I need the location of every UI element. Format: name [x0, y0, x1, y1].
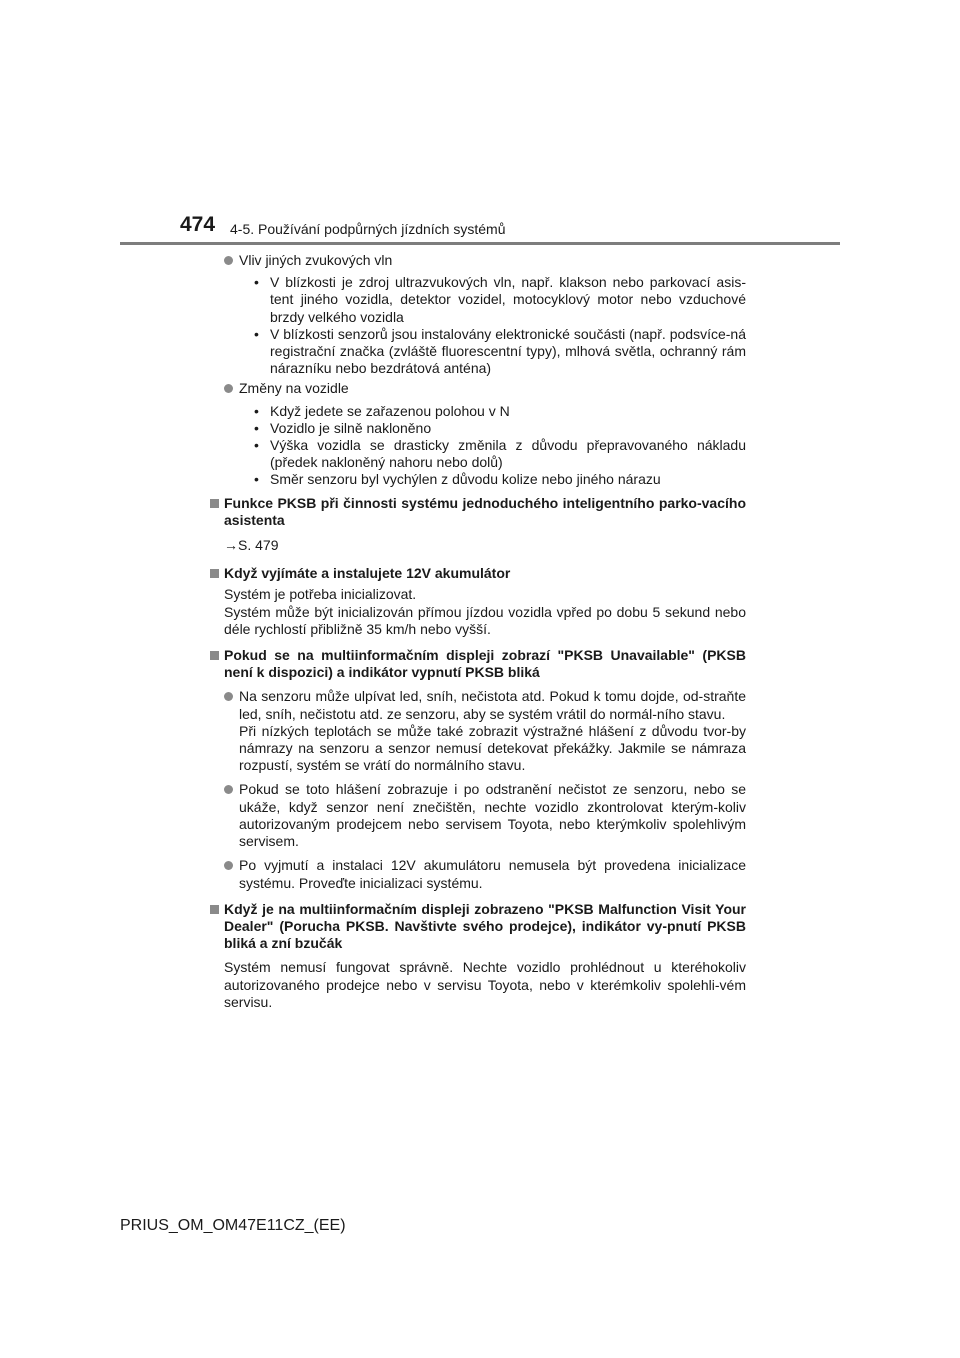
section-heading-pksb-unavailable: Pokud se na multiinformačním displeji zobrazí "PKSB Unavailable" (PKSB není k dispozici) a indikátor vypnutí PKSB bliká: [210, 647, 746, 681]
paragraph: Systém může být inicializován přímou jízdou vozidla vpřed po dobu 5 sekund nebo déle rychlostí přibližně 35 km/h nebo vyšší.: [224, 603, 746, 637]
list-item: • Když jedete se zařazenou polohou v N: [254, 403, 746, 420]
paragraph: Pokud se toto hlášení zobrazuje i po odstranění nečistot ze senzoru, nebo se ukáže, když senzor není znečištěn, nechte vozidlo zkontrolovat kterým-koliv autorizovaným prodejcem nebo servisem Toyota, nebo kterýmkoliv spolehlivým servisem.: [239, 781, 746, 850]
circle-item-other-sound-waves: Vliv jiných zvukových vln: [210, 252, 746, 269]
header-divider: [120, 242, 840, 245]
section-heading-12v-battery: Když vyjímáte a instalujete 12V akumulátor: [210, 565, 746, 582]
list-item: • Vozidlo je silně nakloněno: [254, 420, 746, 437]
list-item: • V blízkosti senzorů jsou instalovány elektronické součásti (např. podsvíce-ná registrační značka (zvláště fluorescentní typy), mlhová světla, ochranný rám nárazníku nebo bezdrátová anténa): [254, 326, 746, 378]
document-code: PRIUS_OM_OM47E11CZ_(EE): [120, 1217, 346, 1234]
section-heading-pksb-malfunction: Když je na multiinformačním displeji zobrazeno "PKSB Malfunction Visit Your Dealer" (Porucha PKSB. Navštivte svého prodejce), indikátor vy-pnutí PKSB bliká a zní bzučák: [210, 901, 746, 953]
list-item: • V blízkosti je zdroj ultrazvukových vln, např. klakson nebo parkovací asis-tent jiného vozidla, detektor vozidel, motocyklový motor nebo vzduchové brzdy velkého vozidla: [254, 274, 746, 326]
section-heading-pksb-parking-assist: Funkce PKSB při činnosti systému jednoduchého inteligentního parko-vacího asistenta: [210, 495, 746, 529]
paragraph: Při nízkých teplotách se může také zobrazit výstražné hlášení z důvodu tvor-by námrazy na senzoru a senzor nemusí detekovat překážky. Jakmile se námraza rozpustí, systém se vrátí do normálního stavu.: [239, 722, 746, 774]
section-body-pksb-malfunction: Systém nemusí fungovat správně. Nechte vozidlo prohlédnout u kteréhokoliv autorizovaného prodejce nebo v servisu Toyota, nebo v kterémkoliv spolehli-vém servisu.: [224, 959, 746, 1010]
list-item: • Směr senzoru byl vychýlen z důvodu kolize nebo jiného nárazu: [254, 471, 746, 488]
circle-item-sensor-dirt: [210, 688, 746, 774]
paragraph: Na senzoru může ulpívat led, sníh, nečistota atd. Pokud k tomu dojde, od-straňte led, sníh, nečistotu atd. ze senzoru, aby se systém vrátil do normál-ního stavu.: [239, 688, 746, 722]
page-reference: →S. 479: [224, 537, 279, 554]
circle-item-initialization: [210, 857, 746, 891]
section-body-12v-battery: [210, 586, 746, 638]
list-item: • Výška vozidla se drasticky změnila z důvodu přepravovaného nákladu (předek nakloněný nahoru nebo dolů): [254, 437, 746, 471]
page-content: [210, 252, 746, 1011]
paragraph: Po vyjmutí a instalaci 12V akumulátoru nemusela být provedena inicializace systému. Proveďte inicializaci systému.: [239, 857, 746, 891]
circle-item-vehicle-changes: Změny na vozidle: [210, 380, 746, 397]
circle-item-message-persists: [210, 781, 746, 850]
bullet-list-vehicle-changes: [210, 403, 746, 489]
page-number: 474: [180, 213, 216, 236]
paragraph: Systém je potřeba inicializovat.: [224, 586, 417, 603]
bullet-list-sound-waves: [210, 274, 746, 377]
chapter-title: 4-5. Používání podpůrných jízdních systémů: [230, 221, 506, 237]
